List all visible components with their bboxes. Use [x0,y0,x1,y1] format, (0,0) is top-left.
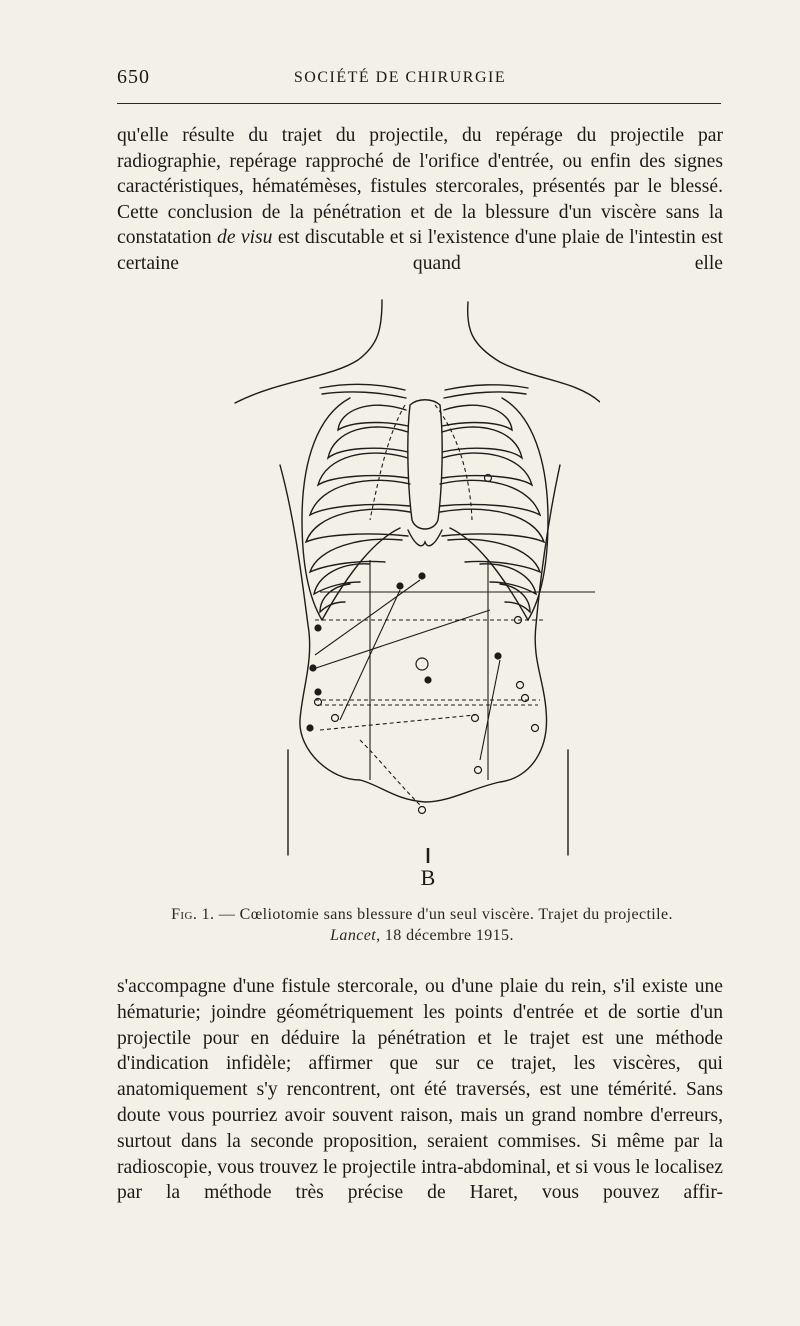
clavicle-right [445,385,528,390]
paragraph-1 [117,123,723,277]
header-rule [117,103,721,104]
figure-label: B [420,865,436,890]
paragraph-1-text-a: qu'elle résulte du trajet du projectile, du repérage du projectile par radiographie, repérage rapproché de l'orifice d'entrée, ou enfin des signes caractéristiques, hématémèses, fistules stercorales, présentés par le blessé. Cette conclusion de la pénétration et de la blessure d'un viscère sans la constatation [117,125,723,249]
sternum [408,400,442,529]
paragraph-2: s'accompagne d'une fistule stercorale, ou d'une plaie du rein, s'il existe une hématurie; joindre géométriquement les points d'entrée et de sortie d'un projectile pour en déduire la pénétration et le trajet est une méthode d'indication infidèle; affirmer que sur ce trajet, les viscères, qui anatomiquement s'y rencontrent, ont été traversés, est une témérité. Sans doute vous pourriez avoir souvent raison, mais un grand nombre d'erreurs, surtout dans la seconde proposition, seraient commises. Si même par la radioscopie, vous trouvez le projectile intra-abdominal, et si vous le localisez par la méthode très précise de Haret, vous pouvez affir- [117,976,723,1204]
paragraph-1-text-b: est discutable et si l'existence d'une plaie de l'intestin est certaine quand elle [117,227,723,274]
caption-date: , 18 décembre 1915. [376,927,514,944]
clavicle-left [320,384,405,390]
page-number: 650 [117,66,150,88]
neck-right [468,302,600,402]
running-head: SOCIÉTÉ DE CHIRURGIE [293,69,507,86]
anatomical-figure [210,280,600,880]
clavicle-left-2 [322,392,406,398]
clavicle-right-2 [444,392,526,398]
caption-text: — Cœliotomie sans blessure d'un seul viscère. Trajet du projectile. [214,906,673,923]
xiphoid [408,530,442,546]
neck-left [235,300,382,403]
caption-prefix: Fig. 1. [171,906,215,923]
paragraph-1-italic: de visu [217,227,273,249]
figure-caption [117,904,727,946]
caption-source: Lancet [330,927,377,944]
